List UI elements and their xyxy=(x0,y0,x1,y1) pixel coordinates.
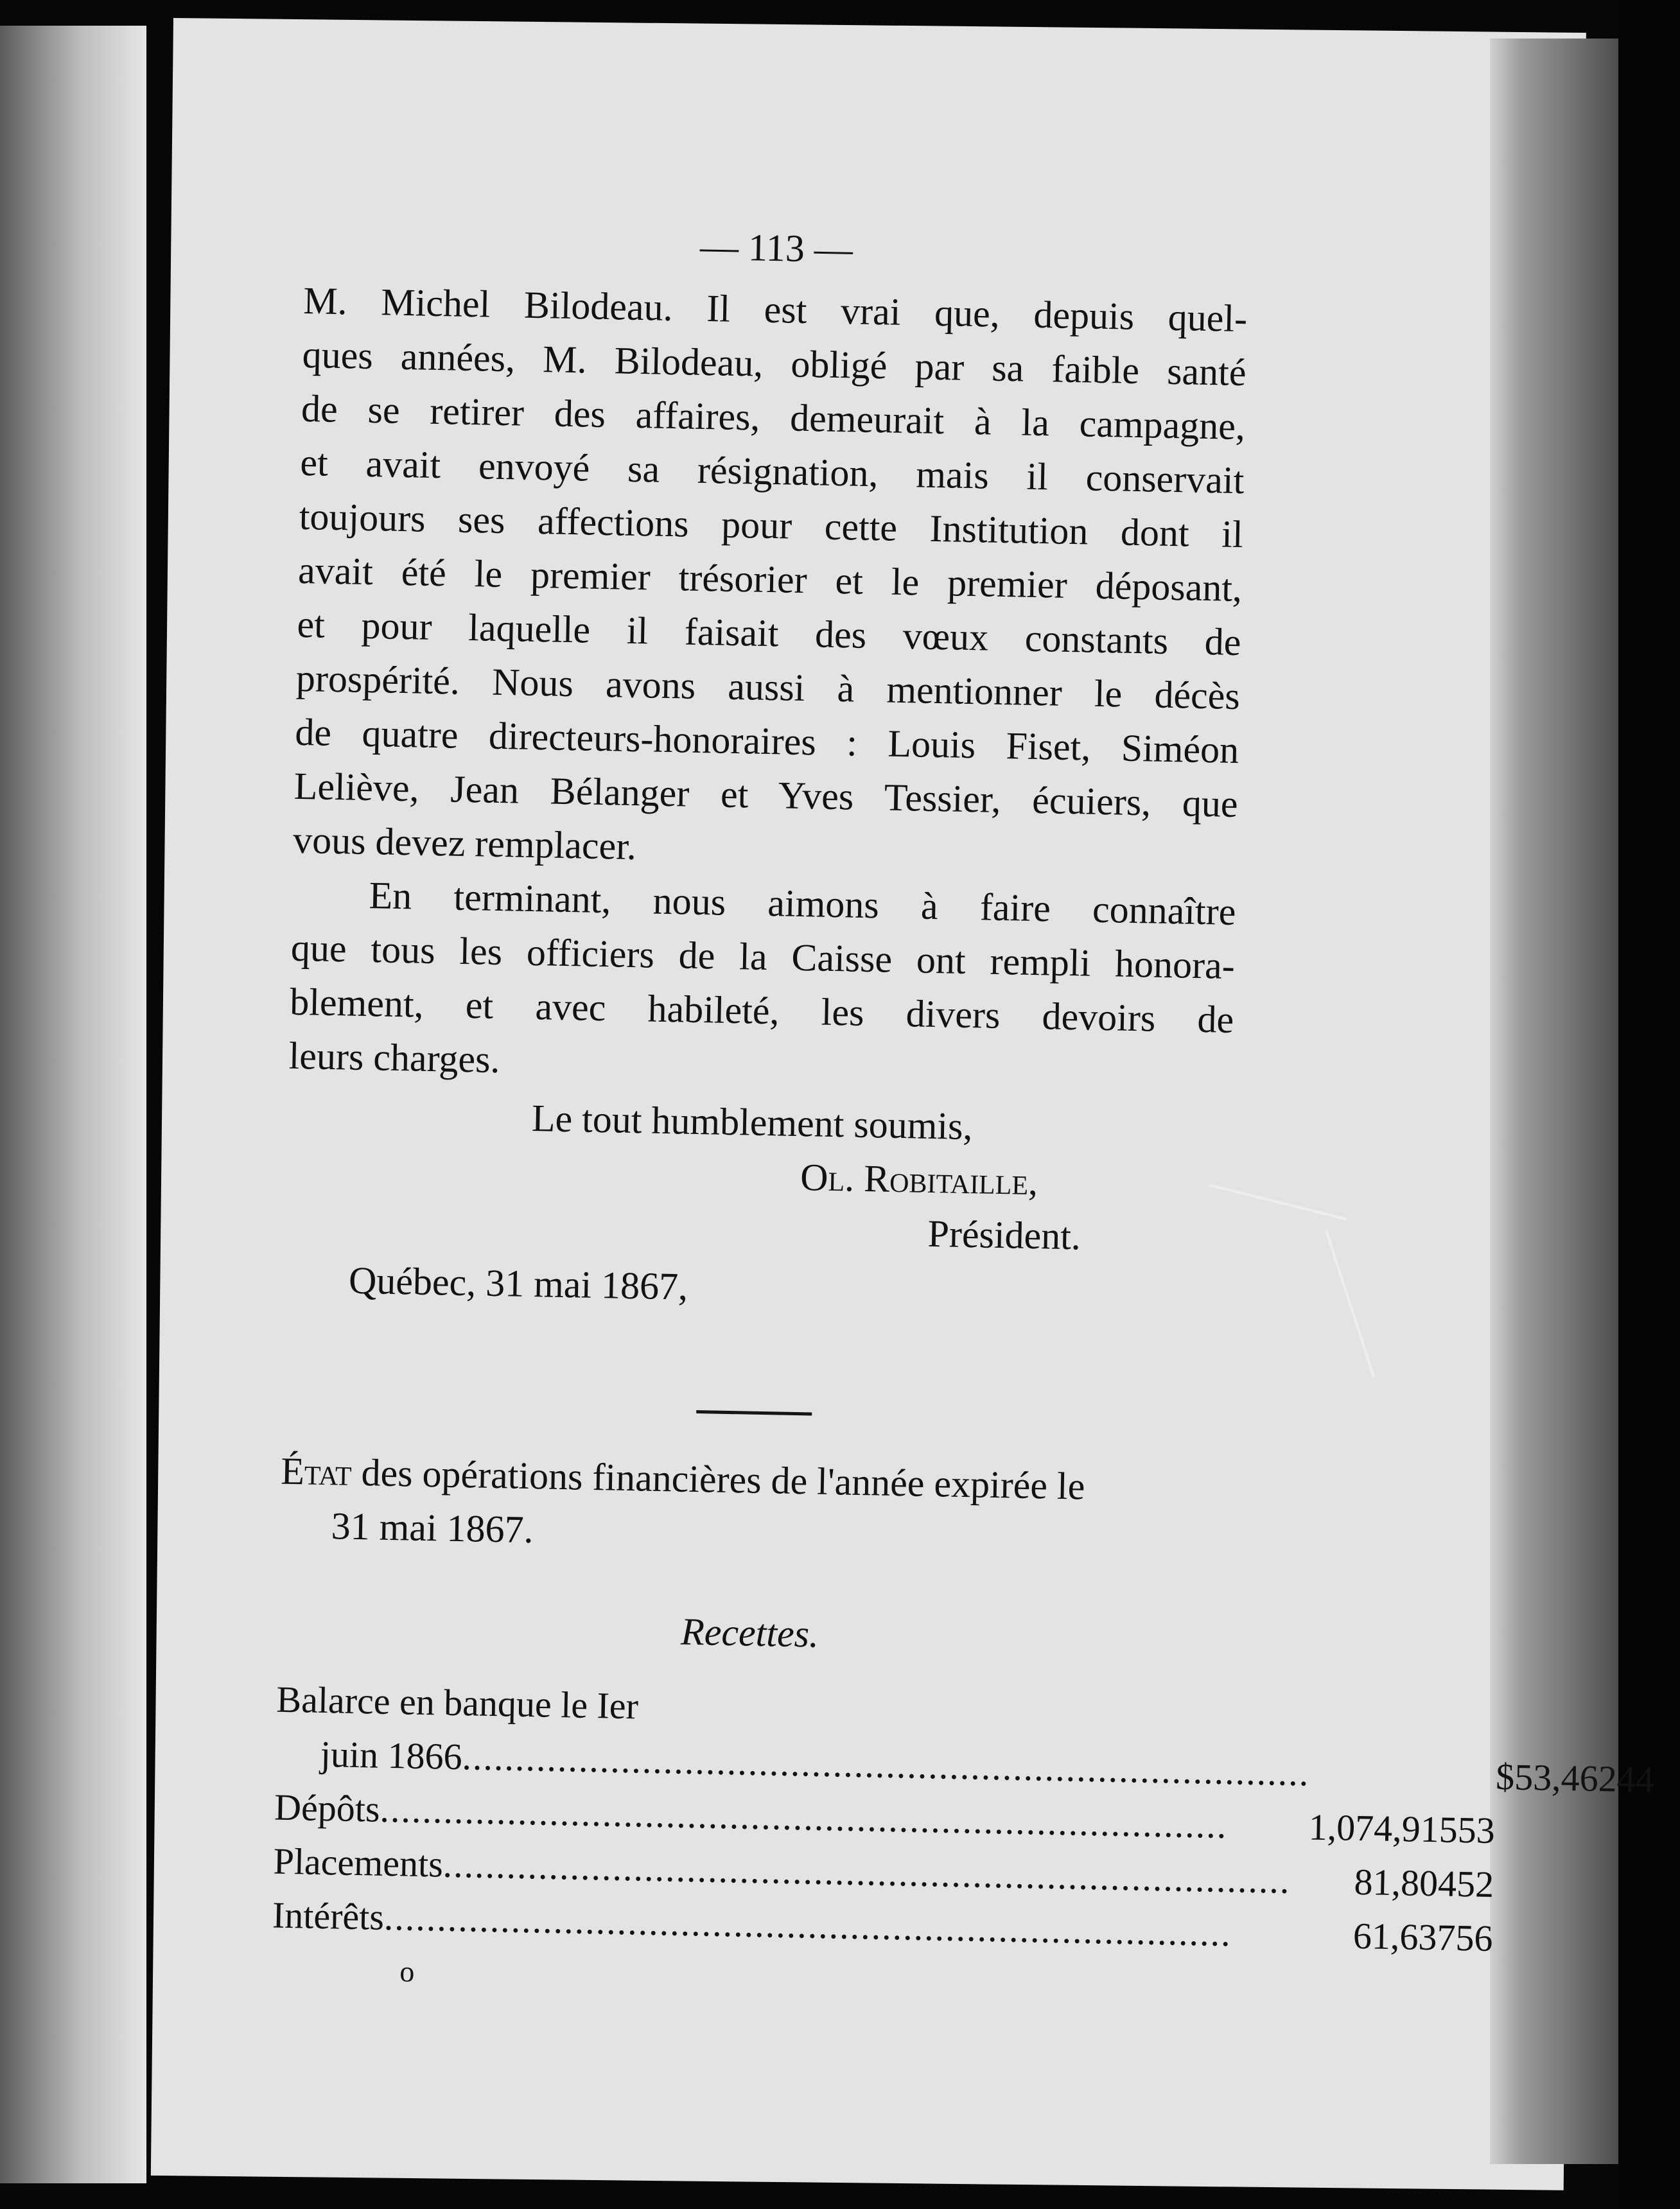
total-cents xyxy=(1618,1698,1656,1753)
text-line: et pour laquelle il faisait des vœux constants de xyxy=(297,602,1242,664)
subtotal-cents xyxy=(1459,1695,1498,1750)
text-line: vous devez remplacer. xyxy=(292,818,637,868)
total-cents xyxy=(1615,1806,1654,1861)
subtotal-dollars xyxy=(1309,1746,1460,1803)
statement-heading-rest: des opérations financières de l'année expirée le xyxy=(351,1451,1085,1508)
text-line: de se retirer des affaires, demeurait à la campagne, xyxy=(301,387,1246,448)
text-line: avait été le premier trésorier et le premier déposant, xyxy=(297,548,1243,610)
subtotal-dollars: 1,074,915 xyxy=(1308,1806,1458,1851)
submission-line: Le tout humblement soumis, xyxy=(531,1097,974,1148)
subtotal-dollars: 81,804 xyxy=(1353,1860,1457,1905)
footer-mark: o xyxy=(399,1955,415,1988)
section-rule xyxy=(696,1410,812,1415)
statement-heading-line2: 31 mai 1867. xyxy=(331,1505,534,1551)
total-dollars xyxy=(1494,1804,1616,1860)
total-cents: 44 xyxy=(1616,1758,1655,1801)
subtotal-cents: 52 xyxy=(1456,1862,1494,1906)
paragraph-1 xyxy=(292,274,1247,885)
receipts-table xyxy=(272,1673,1656,1969)
subtotal-dollars xyxy=(1310,1693,1460,1749)
row-label: Intérêts xyxy=(272,1894,385,1938)
total-cents xyxy=(1614,1860,1653,1915)
statement-heading xyxy=(279,1444,1225,1570)
text-line: que tous les officiers de la Caisse ont rempli honora- xyxy=(290,926,1236,988)
left-page-edge xyxy=(0,26,146,2183)
page-number: — 113 — xyxy=(699,225,853,271)
closing-block xyxy=(284,1087,1232,1324)
text-line: de quatre directeurs-honoraires : Louis Fiset, Siméon xyxy=(294,710,1239,772)
total-dollars xyxy=(1492,1912,1614,1968)
text-line: et avait envoyé sa résignation, mais il conservait xyxy=(299,441,1245,502)
total-dollars xyxy=(1496,1696,1618,1752)
text-line: blement, et avec habileté, les divers devoirs de xyxy=(289,980,1234,1041)
text-line: leurs charges. xyxy=(288,1034,501,1081)
text-line: toujours ses affections pour cette Institution dont il xyxy=(299,494,1244,556)
row-label: Dépôts xyxy=(274,1786,381,1830)
signature-name: Ol. Robitaille, xyxy=(800,1156,1038,1203)
text-line: M. Michel Bilodeau. Il est vrai que, depuis quel- xyxy=(302,279,1248,340)
statement-heading-lead: État xyxy=(280,1449,353,1494)
section-title-recettes: Recettes. xyxy=(680,1610,819,1655)
total-dollars: $53,462 xyxy=(1495,1756,1618,1800)
text-line: Leliève, Jean Bélanger et Yves Tessier, écuiers, que xyxy=(293,764,1239,826)
paragraph-2 xyxy=(288,867,1236,1101)
subtotal-dollars: 61,637 xyxy=(1352,1914,1457,1959)
text-line: prospérité. Nous avons aussi à mentionner le décès xyxy=(295,656,1241,718)
text-line: ques années, M. Bilodeau, obligé par sa faible santé xyxy=(302,333,1247,394)
row-label: Placements xyxy=(273,1840,444,1885)
page-text xyxy=(271,212,1655,2014)
text-line: En terminant, nous aimons à faire connaître xyxy=(368,874,1236,934)
subtotal-cents xyxy=(1458,1749,1496,1804)
signature-title: Président. xyxy=(927,1212,1081,1258)
total-dollars xyxy=(1493,1858,1615,1914)
subtotal-cents: 56 xyxy=(1455,1916,1494,1959)
row-label: Balarce en banque le Ier xyxy=(276,1678,639,1727)
subtotal-cents: 53 xyxy=(1457,1808,1496,1852)
total-cents xyxy=(1613,1914,1652,1969)
place-date: Québec, 31 mai 1867, xyxy=(348,1259,688,1308)
row-label: juin 1866 xyxy=(320,1733,463,1778)
